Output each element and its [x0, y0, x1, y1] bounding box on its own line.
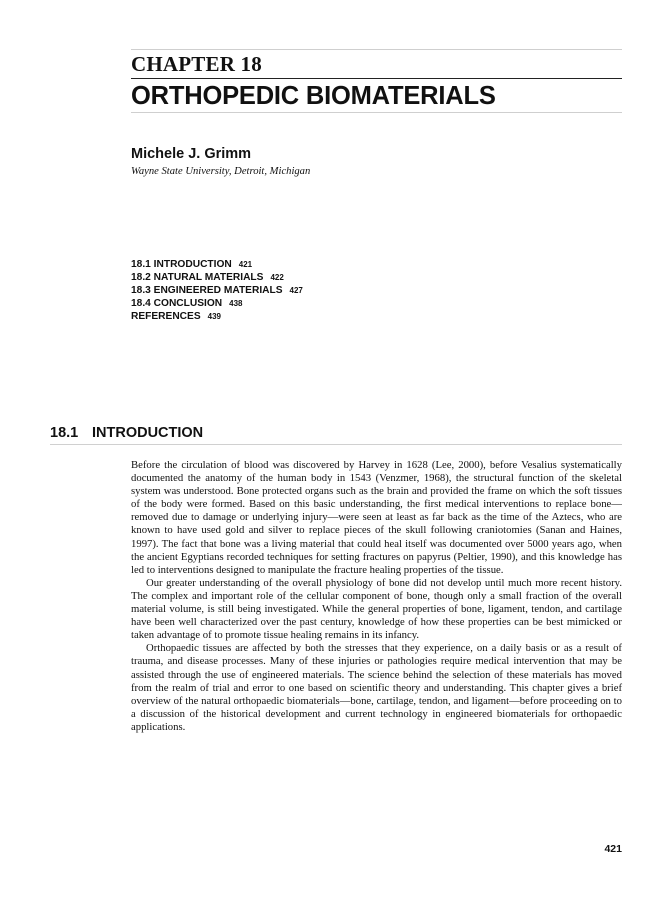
chapter-title-rule: [131, 78, 622, 79]
toc-item-label: 18.1 INTRODUCTION: [131, 259, 232, 270]
title-bottom-rule: [131, 112, 622, 113]
toc-item[interactable]: [131, 310, 451, 323]
chapter-label: CHAPTER 18: [131, 52, 262, 76]
top-rule: [131, 49, 622, 50]
toc-item-label: 18.3 ENGINEERED MATERIALS: [131, 285, 283, 296]
section-rule: [50, 444, 622, 445]
paragraph: Orthopaedic tissues are affected by both the stresses that they experience, on a daily basis or as a result of trauma, and disease processes. Many of these injuries or pathologies require medical intervention that may be assisted through the use of engineered materials. The science behind the selection of these materials has moved from the realm of trial and error to one based on scientific theory and understanding. This chapter gives a brief overview of the natural orthopaedic biomaterials—bone, cartilage, tendon, and ligament—before proceeding on to a discussion of the historical development and current technology in engineered biomaterials for orthopaedic applications.: [131, 642, 622, 733]
toc-item[interactable]: [131, 297, 451, 310]
toc-item-page: 421: [238, 260, 253, 269]
page-number: 421: [604, 843, 622, 855]
toc-item-label: 18.4 CONCLUSION: [131, 298, 223, 309]
toc-item-page: 422: [270, 273, 284, 282]
section-number: 18.1: [50, 425, 79, 441]
paragraph: Before the circulation of blood was discovered by Harvey in 1628 (Lee, 2000), before Vesalius systematically documented the anatomy of the human body in 1543 (Venzmer, 1968), the structural function of the skeletal system was understood. Bone protected organs such as the brain and provided the frame on which the soft tissues of the body were formed. Based on this basic understanding, the first medical interventions to replace bone—removed due to damage or underlying injury—were seen at least as far back as the time of the Aztecs, who are known to have used gold and silver to replace pieces of the skull following craniotomies (Sanan and Haines, 1997). The fact that bone was a living material that could heal itself was documented over 5000 years ago, when the ancient Egyptians recorded techniques for setting fractures on papyrus (Peltier, 1990), and this knowledge has led to interventions designed to manipulate the fracture healing properties of the tissue.: [131, 459, 622, 576]
toc-item-label: REFERENCES: [131, 311, 201, 322]
body-text: [131, 459, 622, 734]
toc-item[interactable]: [131, 284, 451, 297]
chapter-title: ORTHOPEDIC BIOMATERIALS: [131, 82, 496, 110]
paragraph: Our greater understanding of the overall physiology of bone did not develop until much more recent history. The complex and important role of the cellular component of bone, though only a small fraction of the overall material volume, is still being investigated. While the general properties of bone, ligament, tendon, and cartilage have been well characterized over the past century, knowledge of how these properties can be best mimicked or taken advantage of to promote tissue healing remains in its infancy.: [131, 576, 622, 642]
table-of-contents: [131, 258, 451, 323]
toc-item-page: 427: [289, 286, 303, 295]
toc-item-page: 438: [229, 299, 243, 308]
toc-item[interactable]: [131, 271, 451, 284]
author-affiliation: Wayne State University, Detroit, Michigan: [131, 166, 311, 177]
author-name: Michele J. Grimm: [131, 146, 252, 162]
section-title: INTRODUCTION: [92, 425, 204, 441]
section-heading: [50, 425, 203, 441]
toc-item[interactable]: [131, 258, 451, 271]
toc-item-label: 18.2 NATURAL MATERIALS: [131, 272, 264, 283]
toc-item-page: 439: [207, 312, 221, 321]
